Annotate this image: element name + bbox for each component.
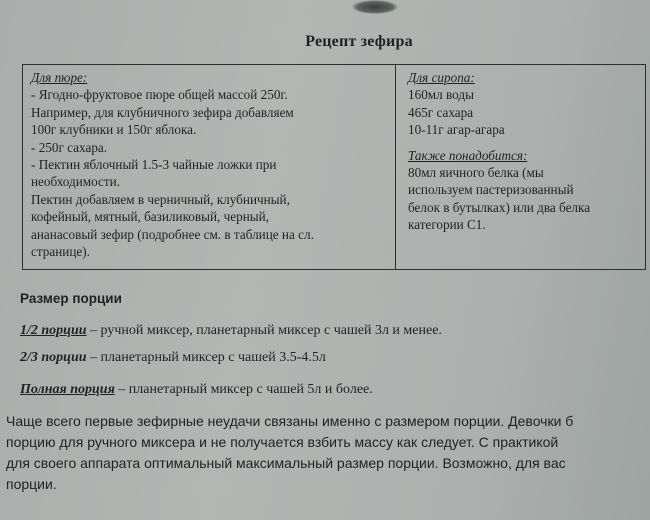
also-needed-header: Также понадобится: (408, 147, 528, 163)
paragraph-line: порцию для ручного миксера и не получается взбить массу как следует. С практикой (6, 434, 559, 450)
puree-line: странице). (31, 244, 90, 260)
syrup-line: 465г сахара (408, 104, 474, 120)
portion-item-full (20, 382, 373, 398)
portion-item-two-thirds (20, 350, 326, 366)
page-title: Рецепт зефира (305, 33, 413, 50)
also-needed-line: 80мл яичного белка (мы (408, 165, 544, 181)
portion-label: Полная порция (20, 382, 115, 397)
portion-text: – ручной миксер, планетарный миксер с чашей 3л и менее. (86, 323, 442, 338)
portion-label: 2/3 порции (20, 350, 87, 365)
syrup-line: 160мл воды (408, 87, 474, 103)
puree-line: - Ягодно-фруктовое пюре общей массой 250г. (31, 87, 288, 103)
also-needed-line: категории С1. (408, 217, 486, 233)
portion-text: – планетарный миксер с чашей 3.5-4.5л (86, 350, 326, 365)
syrup-header: Для сиропа: (408, 70, 475, 85)
portion-label: 1/2 порции (20, 323, 87, 338)
spacer (408, 139, 646, 147)
also-needed-line: белок в бутылках) или два белка (408, 199, 591, 215)
puree-line: Например, для клубничного зефира добавляем (31, 104, 294, 120)
paragraph-line: Чаще всего первые зефирные неудачи связаны именно с размером порции. Девочки б (6, 413, 574, 429)
puree-line: - 250г сахара. (31, 139, 108, 155)
page-stain (352, 0, 398, 14)
puree-line: Пектин добавляем в черничный, клубничный, (31, 191, 290, 207)
puree-line: ананасовый зефир (подробнее см. в таблице на сл. (31, 226, 314, 242)
body-paragraph (6, 411, 650, 495)
syrup-line: 10-11г агар-агара (408, 122, 505, 138)
puree-line: - Пектин яблочный 1.5-3 чайные ложки при (31, 157, 277, 173)
paragraph-line: для своего аппарата оптимальный максимальный размер порции. Возможно, для вас (6, 455, 566, 471)
puree-header: Для пюре: (31, 70, 88, 85)
portion-size-heading: Размер порции (20, 291, 122, 306)
syrup-column (408, 69, 646, 234)
table-column-divider (395, 65, 396, 269)
paragraph-line: порции. (6, 476, 57, 492)
puree-line: необходимости. (31, 174, 121, 190)
portion-item-half (20, 323, 442, 339)
puree-column (31, 69, 391, 260)
also-needed-line: используем пастеризованный (408, 182, 574, 198)
portion-text: – планетарный миксер с чашей 5л и более. (114, 382, 373, 397)
ingredients-table (22, 64, 646, 270)
puree-line: кофейный, мятный, базиликовый, черный, (31, 209, 269, 225)
puree-line: 100г клубники и 150г яблока. (31, 122, 197, 138)
